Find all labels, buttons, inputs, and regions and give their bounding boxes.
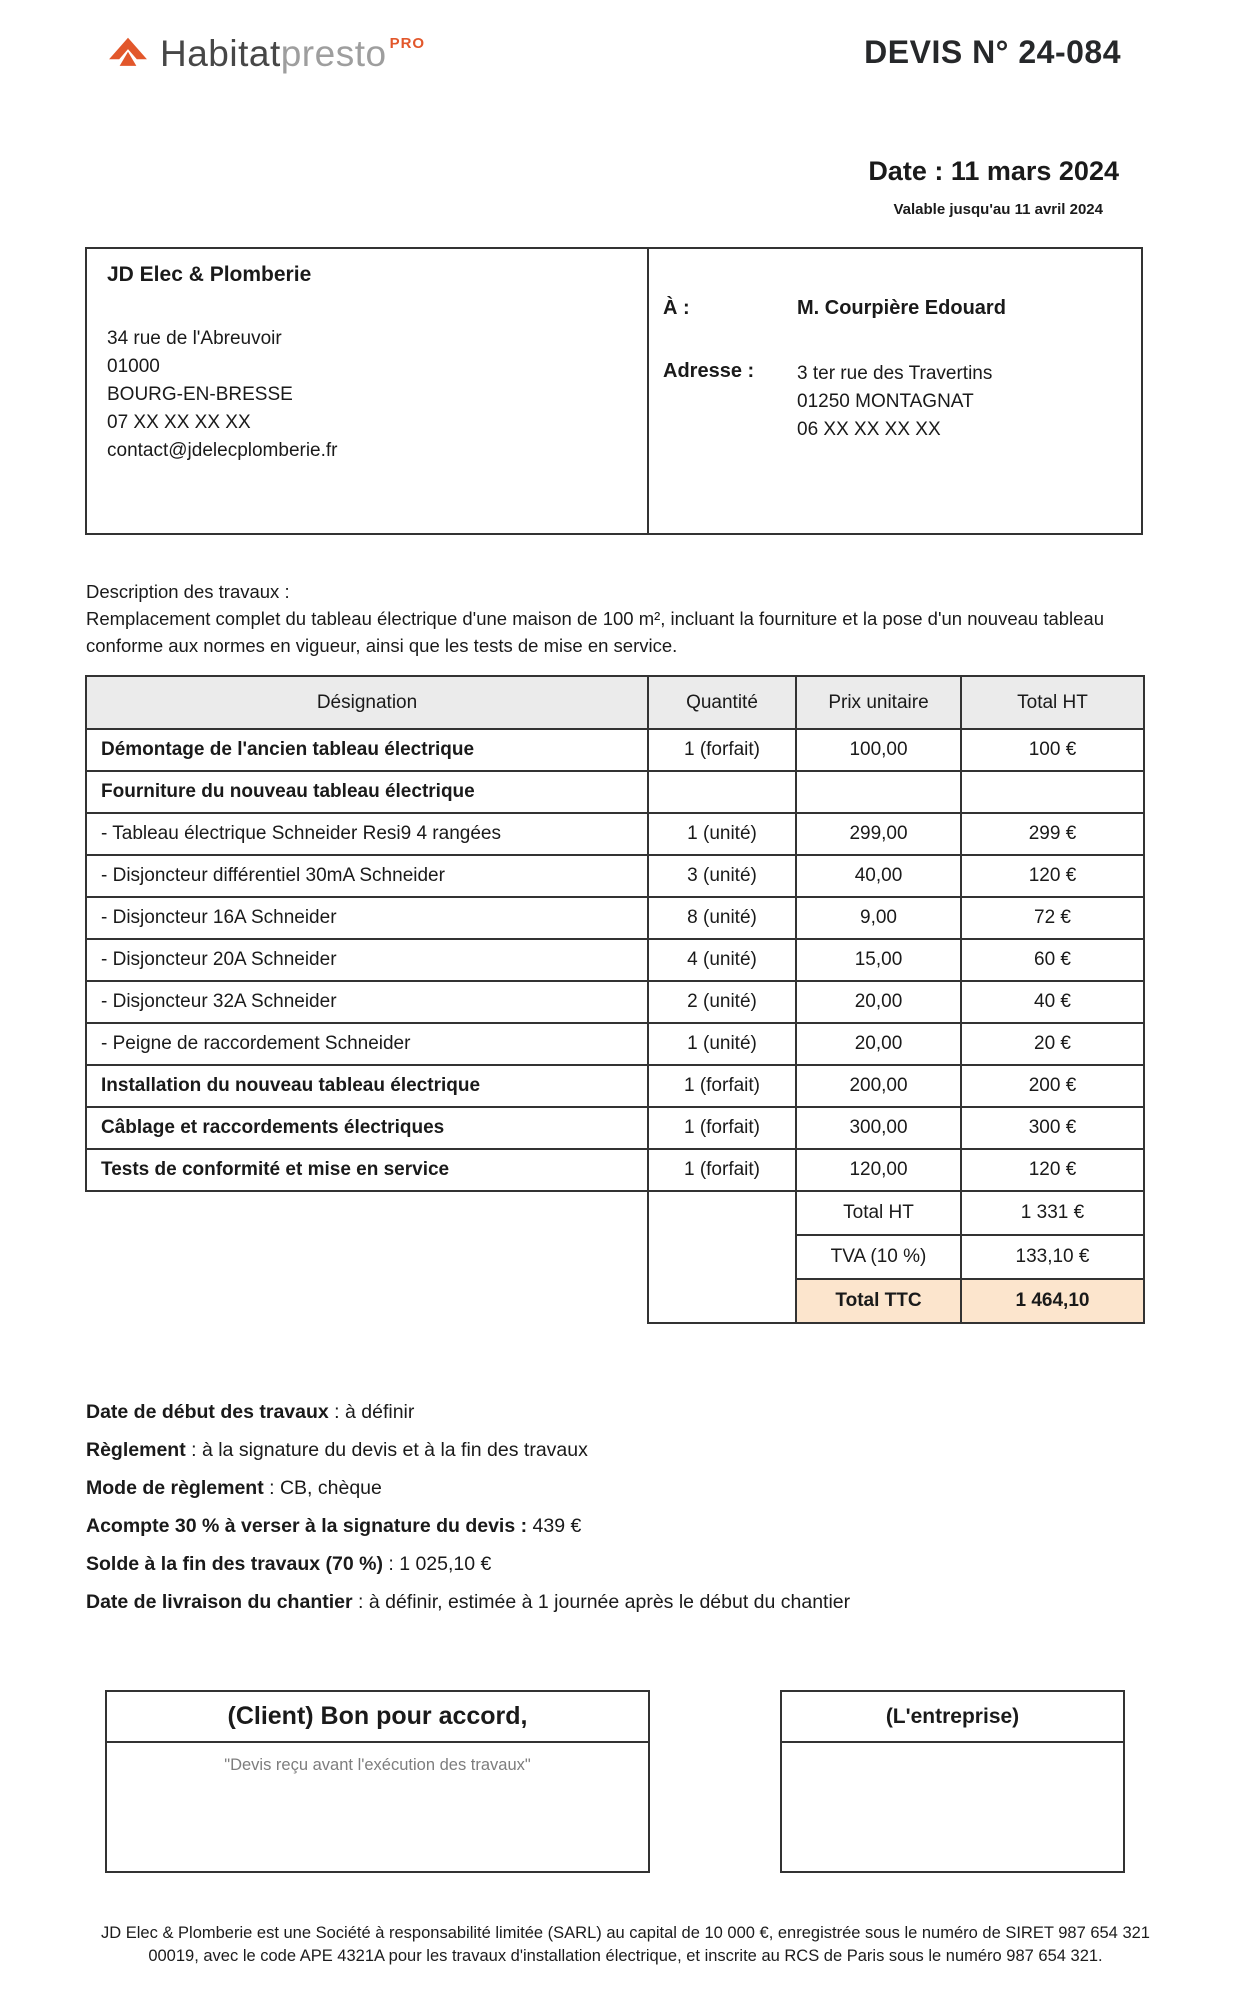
item-total: 300 €: [961, 1107, 1144, 1149]
total-ht-value: 1 331 €: [961, 1191, 1144, 1235]
item-unit-price: 200,00: [796, 1065, 961, 1107]
company-address: [107, 325, 627, 465]
total-ht-row: [648, 1191, 1144, 1235]
term-deposit: Acompte 30 % à verser à la signature du devis : 439 €: [86, 1515, 582, 1537]
item-total: 100 €: [961, 729, 1144, 771]
client-name: M. Courpière Edouard: [797, 297, 1006, 319]
term-payment: Règlement : à la signature du devis et à la fin des travaux: [86, 1439, 588, 1461]
legal-footer: JD Elec & Plomberie est une Société à responsabilité limitée (SARL) au capital de 10 000 €, enregistrée sous le numéro de SIRET 987 654 321 00019, avec le code APE 4321A pour les travaux d'installation électrique, et inscrite au RCS de Paris sous le numéro 987 654 321.: [101, 1924, 1150, 1965]
item-unit-price: 9,00: [796, 897, 961, 939]
house-arrow-logo-icon: [106, 32, 150, 76]
total-ttc-value: 1 464,10: [961, 1279, 1144, 1323]
table-row: [86, 939, 1144, 981]
item-unit-price: 20,00: [796, 1023, 961, 1065]
company-name: JD Elec & Plomberie: [107, 263, 312, 286]
item-quantity: 1 (unité): [648, 813, 796, 855]
table-row: [86, 1023, 1144, 1065]
brand-name: [160, 33, 425, 75]
item-total: 200 €: [961, 1065, 1144, 1107]
total-ht-label: Total HT: [796, 1191, 961, 1235]
item-designation: Démontage de l'ancien tableau électrique: [86, 729, 648, 771]
col-header-quantity: Quantité: [648, 676, 796, 729]
item-quantity: 2 (unité): [648, 981, 796, 1023]
table-row: [86, 1065, 1144, 1107]
table-row: [86, 897, 1144, 939]
item-designation: Fourniture du nouveau tableau électrique: [86, 771, 648, 813]
works-description-title: Description des travaux :: [86, 581, 290, 602]
client-signature-note: "Devis reçu avant l'exécution des travaux": [224, 1756, 531, 1774]
brand-pro-badge: PRO: [389, 35, 426, 52]
brand-name-secondary: presto: [280, 33, 387, 74]
company-signature-title: (L'entreprise): [782, 1692, 1123, 1743]
item-designation: - Disjoncteur 20A Schneider: [86, 939, 648, 981]
item-total: 120 €: [961, 1149, 1144, 1191]
term-start-date: Date de début des travaux : à définir: [86, 1401, 415, 1423]
item-unit-price: 300,00: [796, 1107, 961, 1149]
table-row: [86, 855, 1144, 897]
term-balance: Solde à la fin des travaux (70 %) : 1 025,10 €: [86, 1553, 492, 1575]
item-unit-price: 20,00: [796, 981, 961, 1023]
item-unit-price: 100,00: [796, 729, 961, 771]
col-header-total-ht: Total HT: [961, 676, 1144, 729]
term-payment-method: Mode de règlement : CB, chèque: [86, 1477, 382, 1499]
item-total: 60 €: [961, 939, 1144, 981]
client-signature-box: [105, 1690, 650, 1873]
totals-spacer-cell: [648, 1191, 796, 1323]
term-delivery-date: Date de livraison du chantier : à définir, estimée à 1 journée après le début du chantier: [86, 1591, 851, 1613]
table-row: [86, 1107, 1144, 1149]
table-header-row: [86, 676, 1144, 729]
item-designation: - Tableau électrique Schneider Resi9 4 rangées: [86, 813, 648, 855]
payment-terms: [86, 1400, 1146, 1628]
table-group-row: [86, 771, 1144, 813]
item-quantity: 4 (unité): [648, 939, 796, 981]
company-address-line: 34 rue de l'Abreuvoir: [107, 328, 282, 349]
col-header-unit-price: Prix unitaire: [796, 676, 961, 729]
table-row: [86, 729, 1144, 771]
document-title: DEVIS N° 24-084: [864, 34, 1121, 70]
items-table: [85, 675, 1145, 1192]
tva-value: 133,10 €: [961, 1235, 1144, 1279]
item-designation: - Disjoncteur 16A Schneider: [86, 897, 648, 939]
company-postal-code: 01000: [107, 356, 160, 377]
item-total: [961, 771, 1144, 813]
works-description: [86, 578, 1148, 659]
item-total: 299 €: [961, 813, 1144, 855]
item-designation: - Disjoncteur 32A Schneider: [86, 981, 648, 1023]
col-header-designation: Désignation: [86, 676, 648, 729]
client-panel: [649, 249, 1141, 533]
client-address-city: 01250 MONTAGNAT: [797, 391, 974, 412]
item-total: 120 €: [961, 855, 1144, 897]
items-section: [85, 675, 1143, 1324]
brand-logo: [106, 32, 425, 76]
item-quantity: 8 (unité): [648, 897, 796, 939]
total-ttc-label: Total TTC: [796, 1279, 961, 1323]
item-unit-price: [796, 771, 961, 813]
client-name-row: [663, 297, 1141, 320]
brand-name-primary: Habitat: [160, 33, 281, 74]
client-to-label: À :: [663, 297, 690, 319]
item-designation: Tests de conformité et mise en service: [86, 1149, 648, 1191]
item-designation: Câblage et raccordements électriques: [86, 1107, 648, 1149]
item-total: 20 €: [961, 1023, 1144, 1065]
item-quantity: [648, 771, 796, 813]
table-row: [86, 981, 1144, 1023]
item-unit-price: 299,00: [796, 813, 961, 855]
item-designation: - Peigne de raccordement Schneider: [86, 1023, 648, 1065]
company-signature-box: [780, 1690, 1125, 1873]
company-email: contact@jdelecplomberie.fr: [107, 440, 338, 461]
client-address: [797, 360, 1141, 444]
quote-validity: Valable jusqu'au 11 avril 2024: [893, 201, 1103, 218]
item-quantity: 1 (forfait): [648, 1107, 796, 1149]
item-quantity: 3 (unité): [648, 855, 796, 897]
item-quantity: 1 (forfait): [648, 1149, 796, 1191]
company-panel: [87, 249, 649, 533]
parties-box: [85, 247, 1143, 535]
item-quantity: 1 (forfait): [648, 1065, 796, 1107]
tva-label: TVA (10 %): [796, 1235, 961, 1279]
item-unit-price: 120,00: [796, 1149, 961, 1191]
client-phone: 06 XX XX XX XX: [797, 419, 941, 440]
company-city: BOURG-EN-BRESSE: [107, 384, 293, 405]
client-address-label: Adresse :: [663, 360, 755, 382]
item-designation: Installation du nouveau tableau électrique: [86, 1065, 648, 1107]
item-unit-price: 15,00: [796, 939, 961, 981]
date-block: [868, 156, 1119, 218]
item-total: 72 €: [961, 897, 1144, 939]
client-signature-title: (Client) Bon pour accord,: [107, 1692, 648, 1743]
item-quantity: 1 (forfait): [648, 729, 796, 771]
item-designation: - Disjoncteur différentiel 30mA Schneider: [86, 855, 648, 897]
totals-table: [647, 1190, 1145, 1324]
item-unit-price: 40,00: [796, 855, 961, 897]
table-row: [86, 1149, 1144, 1191]
quote-date: Date : 11 mars 2024: [868, 156, 1119, 186]
client-address-row: [663, 360, 1141, 444]
company-phone: 07 XX XX XX XX: [107, 412, 251, 433]
client-address-line: 3 ter rue des Travertins: [797, 363, 993, 384]
item-total: 40 €: [961, 981, 1144, 1023]
item-quantity: 1 (unité): [648, 1023, 796, 1065]
table-row: [86, 813, 1144, 855]
works-description-body: Remplacement complet du tableau électrique d'une maison de 100 m², incluant la fourniture et la pose d'un nouveau tableau conforme aux normes en vigueur, ainsi que les tests de mise en service.: [86, 608, 1105, 656]
